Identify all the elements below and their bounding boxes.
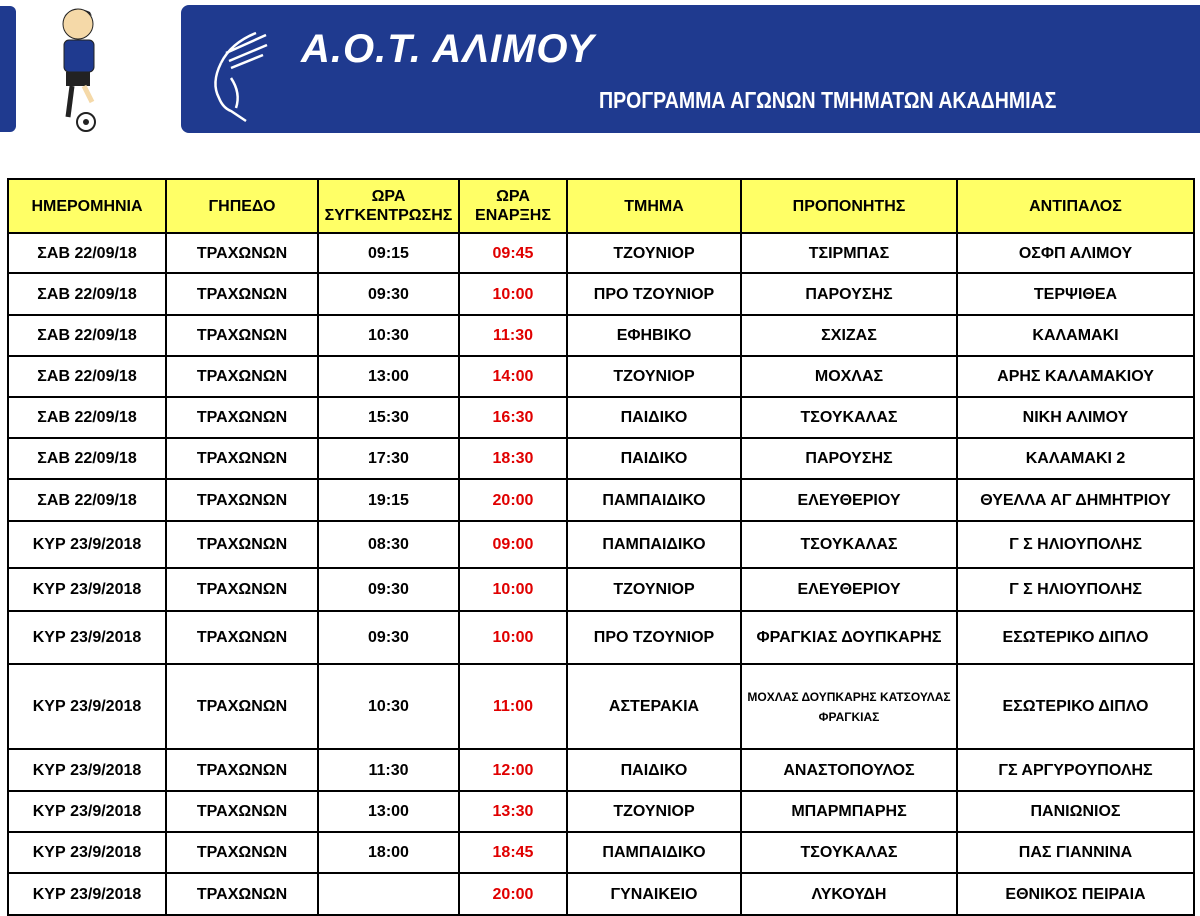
cell-venue: ΤΡΑΧΩΝΩΝ	[166, 479, 318, 521]
cell-coach: ΤΣΟΥΚΑΛΑΣ	[741, 521, 957, 568]
cell-date: ΚΥΡ 23/9/2018	[8, 791, 166, 832]
cell-team: ΠΑΙΔΙΚΟ	[567, 749, 741, 791]
table-row	[8, 273, 1194, 315]
cell-coach: ΤΣΟΥΚΑΛΑΣ	[741, 832, 957, 873]
cell-gathering-time: 18:00	[318, 832, 459, 873]
cell-start-time: 16:30	[459, 397, 567, 438]
cell-start-time: 11:30	[459, 315, 567, 356]
cell-opponent: Γ Σ ΗΛΙΟΥΠΟΛΗΣ	[957, 521, 1194, 568]
cell-start-time: 18:30	[459, 438, 567, 479]
cell-coach: ΜΟΧΛΑΣ ΔΟΥΠΚΑΡΗΣ ΚΑΤΣΟΥΛΑΣ ΦΡΑΓΚΙΑΣ	[741, 664, 957, 749]
cell-gathering-time: 17:30	[318, 438, 459, 479]
cell-coach: ΠΑΡΟΥΣΗΣ	[741, 438, 957, 479]
cell-team: ΠΑΜΠΑΙΔΙΚΟ	[567, 479, 741, 521]
cell-team: ΠΑΙΔΙΚΟ	[567, 438, 741, 479]
cell-venue: ΤΡΑΧΩΝΩΝ	[166, 568, 318, 611]
cell-coach: ΣΧΙΖΑΣ	[741, 315, 957, 356]
column-header-team: ΤΜΗΜΑ	[567, 179, 741, 233]
table-row	[8, 233, 1194, 273]
cell-venue: ΤΡΑΧΩΝΩΝ	[166, 397, 318, 438]
cell-coach: ΜΟΧΛΑΣ	[741, 356, 957, 397]
page-title: ΠΡΟΓΡΑΜΜΑ ΑΓΩΝΩΝ ΤΜΗΜΑΤΩΝ ΑΚΑΔΗΜΙΑΣ	[599, 87, 1057, 113]
cell-opponent: ΚΑΛΑΜΑΚΙ	[957, 315, 1194, 356]
hermes-head-logo-icon	[201, 23, 271, 123]
cell-team: ΕΦΗΒΙΚΟ	[567, 315, 741, 356]
cell-date: ΚΥΡ 23/9/2018	[8, 832, 166, 873]
cell-venue: ΤΡΑΧΩΝΩΝ	[166, 873, 318, 915]
cell-coach: ΦΡΑΓΚΙΑΣ ΔΟΥΠΚΑΡΗΣ	[741, 611, 957, 664]
cell-opponent: ΕΣΩΤΕΡΙΚΟ ΔΙΠΛΟ	[957, 611, 1194, 664]
table-row	[8, 873, 1194, 915]
cell-opponent: ΠΑΣ ΓΙΑΝΝΙΝΑ	[957, 832, 1194, 873]
table-row	[8, 438, 1194, 479]
cell-start-time: 20:00	[459, 873, 567, 915]
cell-team: ΑΣΤΕΡΑΚΙΑ	[567, 664, 741, 749]
cell-venue: ΤΡΑΧΩΝΩΝ	[166, 611, 318, 664]
cell-coach: ΠΑΡΟΥΣΗΣ	[741, 273, 957, 315]
table-row	[8, 664, 1194, 749]
cell-date: ΣΑΒ 22/09/18	[8, 438, 166, 479]
cell-date: ΚΥΡ 23/9/2018	[8, 749, 166, 791]
cell-opponent: ΘΥΕΛΛΑ ΑΓ ΔΗΜΗΤΡΙΟΥ	[957, 479, 1194, 521]
cell-opponent: ΚΑΛΑΜΑΚΙ 2	[957, 438, 1194, 479]
table-row	[8, 315, 1194, 356]
cell-gathering-time: 09:15	[318, 233, 459, 273]
cell-gathering-time: 19:15	[318, 479, 459, 521]
cell-gathering-time: 09:30	[318, 273, 459, 315]
cell-date: ΚΥΡ 23/9/2018	[8, 664, 166, 749]
table-row	[8, 749, 1194, 791]
cell-start-time: 14:00	[459, 356, 567, 397]
cell-venue: ΤΡΑΧΩΝΩΝ	[166, 233, 318, 273]
cell-gathering-time: 11:30	[318, 749, 459, 791]
cell-team: ΤΖΟΥΝΙΟΡ	[567, 791, 741, 832]
cell-start-time: 13:30	[459, 791, 567, 832]
table-row	[8, 611, 1194, 664]
cell-venue: ΤΡΑΧΩΝΩΝ	[166, 438, 318, 479]
match-schedule-table	[7, 178, 1195, 916]
table-header-row	[8, 179, 1194, 233]
cell-venue: ΤΡΑΧΩΝΩΝ	[166, 664, 318, 749]
cell-venue: ΤΡΑΧΩΝΩΝ	[166, 832, 318, 873]
cell-opponent: ΑΡΗΣ ΚΑΛΑΜΑΚΙΟΥ	[957, 356, 1194, 397]
cell-team: ΠΡΟ ΤΖΟΥΝΙΟΡ	[567, 273, 741, 315]
cell-coach: ΜΠΑΡΜΠΑΡΗΣ	[741, 791, 957, 832]
cell-start-time: 09:45	[459, 233, 567, 273]
cell-coach: ΕΛΕΥΘΕΡΙΟΥ	[741, 479, 957, 521]
cell-start-time: 10:00	[459, 611, 567, 664]
cell-coach: ΑΝΑΣΤΟΠΟΥΛΟΣ	[741, 749, 957, 791]
cell-start-time: 10:00	[459, 273, 567, 315]
cell-venue: ΤΡΑΧΩΝΩΝ	[166, 749, 318, 791]
left-accent-bar	[0, 6, 16, 132]
mascot-player-icon	[40, 2, 110, 134]
cell-team: ΤΖΟΥΝΙΟΡ	[567, 356, 741, 397]
table-row	[8, 791, 1194, 832]
cell-date: ΣΑΒ 22/09/18	[8, 315, 166, 356]
cell-team: ΠΑΙΔΙΚΟ	[567, 397, 741, 438]
cell-date: ΣΑΒ 22/09/18	[8, 397, 166, 438]
table-row	[8, 521, 1194, 568]
cell-coach: ΤΣΟΥΚΑΛΑΣ	[741, 397, 957, 438]
table-row	[8, 356, 1194, 397]
cell-opponent: ΠΑΝΙΩΝΙΟΣ	[957, 791, 1194, 832]
cell-opponent: Γ Σ ΗΛΙΟΥΠΟΛΗΣ	[957, 568, 1194, 611]
cell-start-time: 09:00	[459, 521, 567, 568]
cell-opponent: ΤΕΡΨΙΘΕΑ	[957, 273, 1194, 315]
cell-team: ΓΥΝΑΙΚΕΙΟ	[567, 873, 741, 915]
cell-gathering-time: 10:30	[318, 315, 459, 356]
cell-start-time: 11:00	[459, 664, 567, 749]
cell-date: ΚΥΡ 23/9/2018	[8, 611, 166, 664]
cell-venue: ΤΡΑΧΩΝΩΝ	[166, 315, 318, 356]
column-header-start-time: ΩΡΑ ΕΝΑΡΞΗΣ	[459, 179, 567, 233]
cell-gathering-time: 09:30	[318, 568, 459, 611]
cell-coach: ΕΛΕΥΘΕΡΙΟΥ	[741, 568, 957, 611]
cell-opponent: ΕΣΩΤΕΡΙΚΟ ΔΙΠΛΟ	[957, 664, 1194, 749]
cell-gathering-time: 09:30	[318, 611, 459, 664]
cell-gathering-time: 15:30	[318, 397, 459, 438]
cell-opponent: ΝΙΚΗ ΑΛΙΜΟΥ	[957, 397, 1194, 438]
cell-gathering-time: 13:00	[318, 791, 459, 832]
column-header-date: ΗΜΕΡΟΜΗΝΙΑ	[8, 179, 166, 233]
cell-team: ΠΑΜΠΑΙΔΙΚΟ	[567, 521, 741, 568]
table-row	[8, 479, 1194, 521]
column-header-gathering-time: ΩΡΑ ΣΥΓΚΕΝΤΡΩΣΗΣ	[318, 179, 459, 233]
cell-team: ΠΑΜΠΑΙΔΙΚΟ	[567, 832, 741, 873]
cell-venue: ΤΡΑΧΩΝΩΝ	[166, 521, 318, 568]
cell-coach: ΤΣΙΡΜΠΑΣ	[741, 233, 957, 273]
column-header-coach: ΠΡΟΠΟΝΗΤΗΣ	[741, 179, 957, 233]
cell-venue: ΤΡΑΧΩΝΩΝ	[166, 356, 318, 397]
cell-venue: ΤΡΑΧΩΝΩΝ	[166, 791, 318, 832]
cell-venue: ΤΡΑΧΩΝΩΝ	[166, 273, 318, 315]
cell-date: ΣΑΒ 22/09/18	[8, 356, 166, 397]
cell-opponent: ΟΣΦΠ ΑΛΙΜΟΥ	[957, 233, 1194, 273]
cell-team: ΠΡΟ ΤΖΟΥΝΙΟΡ	[567, 611, 741, 664]
cell-gathering-time: 10:30	[318, 664, 459, 749]
column-header-venue: ΓΗΠΕΔΟ	[166, 179, 318, 233]
cell-date: ΣΑΒ 22/09/18	[8, 273, 166, 315]
header-banner	[181, 5, 1200, 133]
cell-team: ΤΖΟΥΝΙΟΡ	[567, 233, 741, 273]
cell-start-time: 10:00	[459, 568, 567, 611]
column-header-opponent: ΑΝΤΙΠΑΛΟΣ	[957, 179, 1194, 233]
cell-start-time: 18:45	[459, 832, 567, 873]
table-row	[8, 832, 1194, 873]
table-row	[8, 397, 1194, 438]
cell-team: ΤΖΟΥΝΙΟΡ	[567, 568, 741, 611]
cell-opponent: ΕΘΝΙΚΟΣ ΠΕΙΡΑΙΑ	[957, 873, 1194, 915]
cell-gathering-time	[318, 873, 459, 915]
cell-opponent: ΓΣ ΑΡΓΥΡΟΥΠΟΛΗΣ	[957, 749, 1194, 791]
cell-date: ΚΥΡ 23/9/2018	[8, 568, 166, 611]
cell-date: ΚΥΡ 23/9/2018	[8, 873, 166, 915]
cell-date: ΣΑΒ 22/09/18	[8, 233, 166, 273]
cell-start-time: 12:00	[459, 749, 567, 791]
cell-gathering-time: 13:00	[318, 356, 459, 397]
cell-date: ΣΑΒ 22/09/18	[8, 479, 166, 521]
cell-date: ΚΥΡ 23/9/2018	[8, 521, 166, 568]
club-name: Α.Ο.Τ. ΑΛΙΜΟΥ	[301, 27, 595, 71]
table-row	[8, 568, 1194, 611]
cell-start-time: 20:00	[459, 479, 567, 521]
cell-gathering-time: 08:30	[318, 521, 459, 568]
cell-coach: ΛΥΚΟΥΔΗ	[741, 873, 957, 915]
